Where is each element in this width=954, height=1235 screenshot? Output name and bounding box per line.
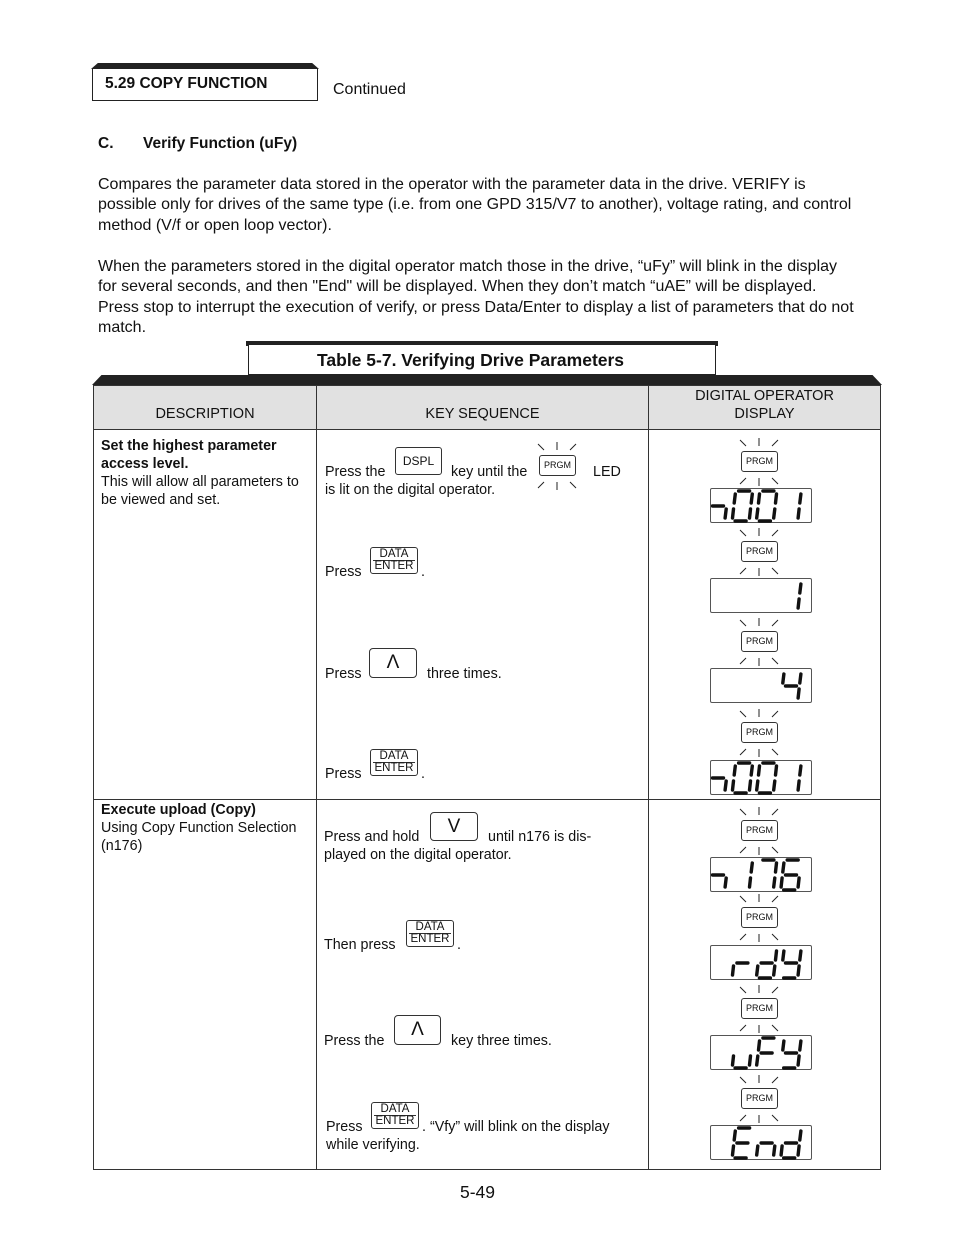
prgm-led: PRGM	[539, 455, 576, 476]
row1-description	[101, 437, 306, 509]
section-tab	[92, 68, 318, 101]
table-title-box	[248, 345, 716, 375]
prgm-led: PRGM	[741, 451, 778, 472]
step-text: while verifying.	[326, 1137, 420, 1153]
header-description: DESCRIPTION	[155, 406, 255, 422]
step-text: Press	[325, 666, 362, 682]
prgm-led: PRGM	[741, 541, 778, 562]
header-display-line2: DISPLAY	[734, 406, 795, 422]
step-text: Then press	[324, 937, 396, 953]
row1-description-text: This will allow all parameters to be viewed and set.	[101, 474, 299, 508]
data-enter-key-bottom: ENTER	[375, 1115, 415, 1127]
operator-lcd-display	[710, 668, 812, 703]
subsection-title: Verify Function (uFy)	[143, 135, 298, 152]
column-divider	[316, 386, 317, 1169]
seven-segment-digits	[711, 1036, 813, 1071]
step-text: .	[421, 564, 425, 580]
prgm-led: PRGM	[741, 998, 778, 1019]
row-divider	[94, 799, 880, 800]
page-number: 5-49	[460, 1182, 496, 1202]
step-text: Press the	[325, 464, 386, 480]
step-text: is lit on the digital operator.	[325, 482, 496, 498]
data-enter-key[interactable]	[371, 1102, 419, 1129]
seven-segment-digits	[711, 579, 813, 614]
section-title: 5.29 COPY FUNCTION	[105, 75, 268, 92]
table-top-bar	[92, 375, 882, 385]
dspl-key[interactable]: DSPL	[395, 447, 442, 475]
header-key-sequence: KEY SEQUENCE	[425, 406, 540, 422]
up-arrow-key[interactable]: Λ	[369, 648, 417, 678]
row1-description-bold: Set the highest parameter access level.	[101, 438, 277, 472]
seven-segment-digits	[711, 1126, 813, 1161]
operator-lcd-display	[710, 1035, 812, 1070]
operator-lcd-display	[710, 488, 812, 523]
step-text: .	[457, 937, 461, 953]
step-text: key three times.	[451, 1033, 552, 1049]
paragraph-verify-description: Compares the parameter data stored in the operator with the parameter data in the drive. VERIFY is possible only for drives of the same type (i.e. from one GPD 315/V7 to another), voltage rating, and control method (V/f or open loop vector).	[98, 176, 852, 234]
operator-lcd-display	[710, 857, 812, 892]
data-enter-key-top: DATA	[380, 1103, 410, 1115]
step-text: played on the digital operator.	[324, 847, 512, 863]
row2-description-text: Using Copy Function Selection (n176)	[101, 820, 297, 854]
step-text: . “Vfy” will blink on the display	[422, 1119, 610, 1135]
seven-segment-digits	[711, 858, 813, 893]
operator-lcd-display	[710, 1125, 812, 1160]
step-text: Press	[326, 1119, 363, 1135]
step-text: key until the	[451, 464, 528, 480]
step-text: Press	[325, 766, 362, 782]
header-display-line1: DIGITAL OPERATOR	[695, 388, 834, 404]
data-enter-key[interactable]	[406, 920, 454, 947]
data-enter-key[interactable]	[370, 749, 418, 776]
data-enter-key-bottom: ENTER	[374, 762, 414, 774]
prgm-led: PRGM	[741, 631, 778, 652]
prgm-led: PRGM	[741, 907, 778, 928]
operator-lcd-display	[710, 578, 812, 613]
paragraph-verify-behavior: When the parameters stored in the digital operator match those in the drive, “uFy” will blink in the display for several seconds, and then "End" will be displayed. When they don’t match “uAE” will be displayed. Press stop to interrupt the execution of verify, or press Data/Enter to display a list of parameters that do not match.	[98, 258, 854, 336]
step-text: three times.	[427, 666, 502, 682]
seven-segment-digits	[711, 669, 813, 704]
down-arrow-key[interactable]: V	[430, 812, 478, 841]
row2-description-bold: Execute upload (Copy)	[101, 802, 256, 818]
prgm-led: PRGM	[741, 722, 778, 743]
row-divider	[94, 429, 880, 430]
operator-lcd-display	[710, 760, 812, 795]
data-enter-key-bottom: ENTER	[410, 933, 450, 945]
prgm-led: PRGM	[741, 1088, 778, 1109]
seven-segment-digits	[711, 489, 813, 524]
operator-lcd-display	[710, 945, 812, 980]
step-text: Press and hold	[324, 829, 420, 845]
data-enter-key-bottom: ENTER	[374, 560, 414, 572]
step-text: Press the	[324, 1033, 385, 1049]
step-text: Press	[325, 564, 362, 580]
seven-segment-digits	[711, 946, 813, 981]
up-arrow-key[interactable]: Λ	[394, 1015, 441, 1045]
subsection-letter: C.	[98, 135, 114, 152]
step-text: LED	[593, 464, 621, 480]
data-enter-key-top: DATA	[379, 548, 409, 560]
step-text: until n176 is dis-	[488, 829, 592, 845]
continued-label: Continued	[333, 81, 406, 98]
data-enter-key-top: DATA	[379, 750, 409, 762]
data-enter-key[interactable]	[370, 547, 418, 574]
table-title: Table 5-7. Verifying Drive Parameters	[317, 350, 625, 370]
subsection-heading	[98, 135, 298, 153]
column-divider	[648, 386, 649, 1169]
step-text: .	[421, 766, 425, 782]
prgm-led: PRGM	[741, 820, 778, 841]
seven-segment-digits	[711, 761, 813, 796]
data-enter-key-top: DATA	[415, 921, 445, 933]
row2-description	[101, 801, 306, 855]
